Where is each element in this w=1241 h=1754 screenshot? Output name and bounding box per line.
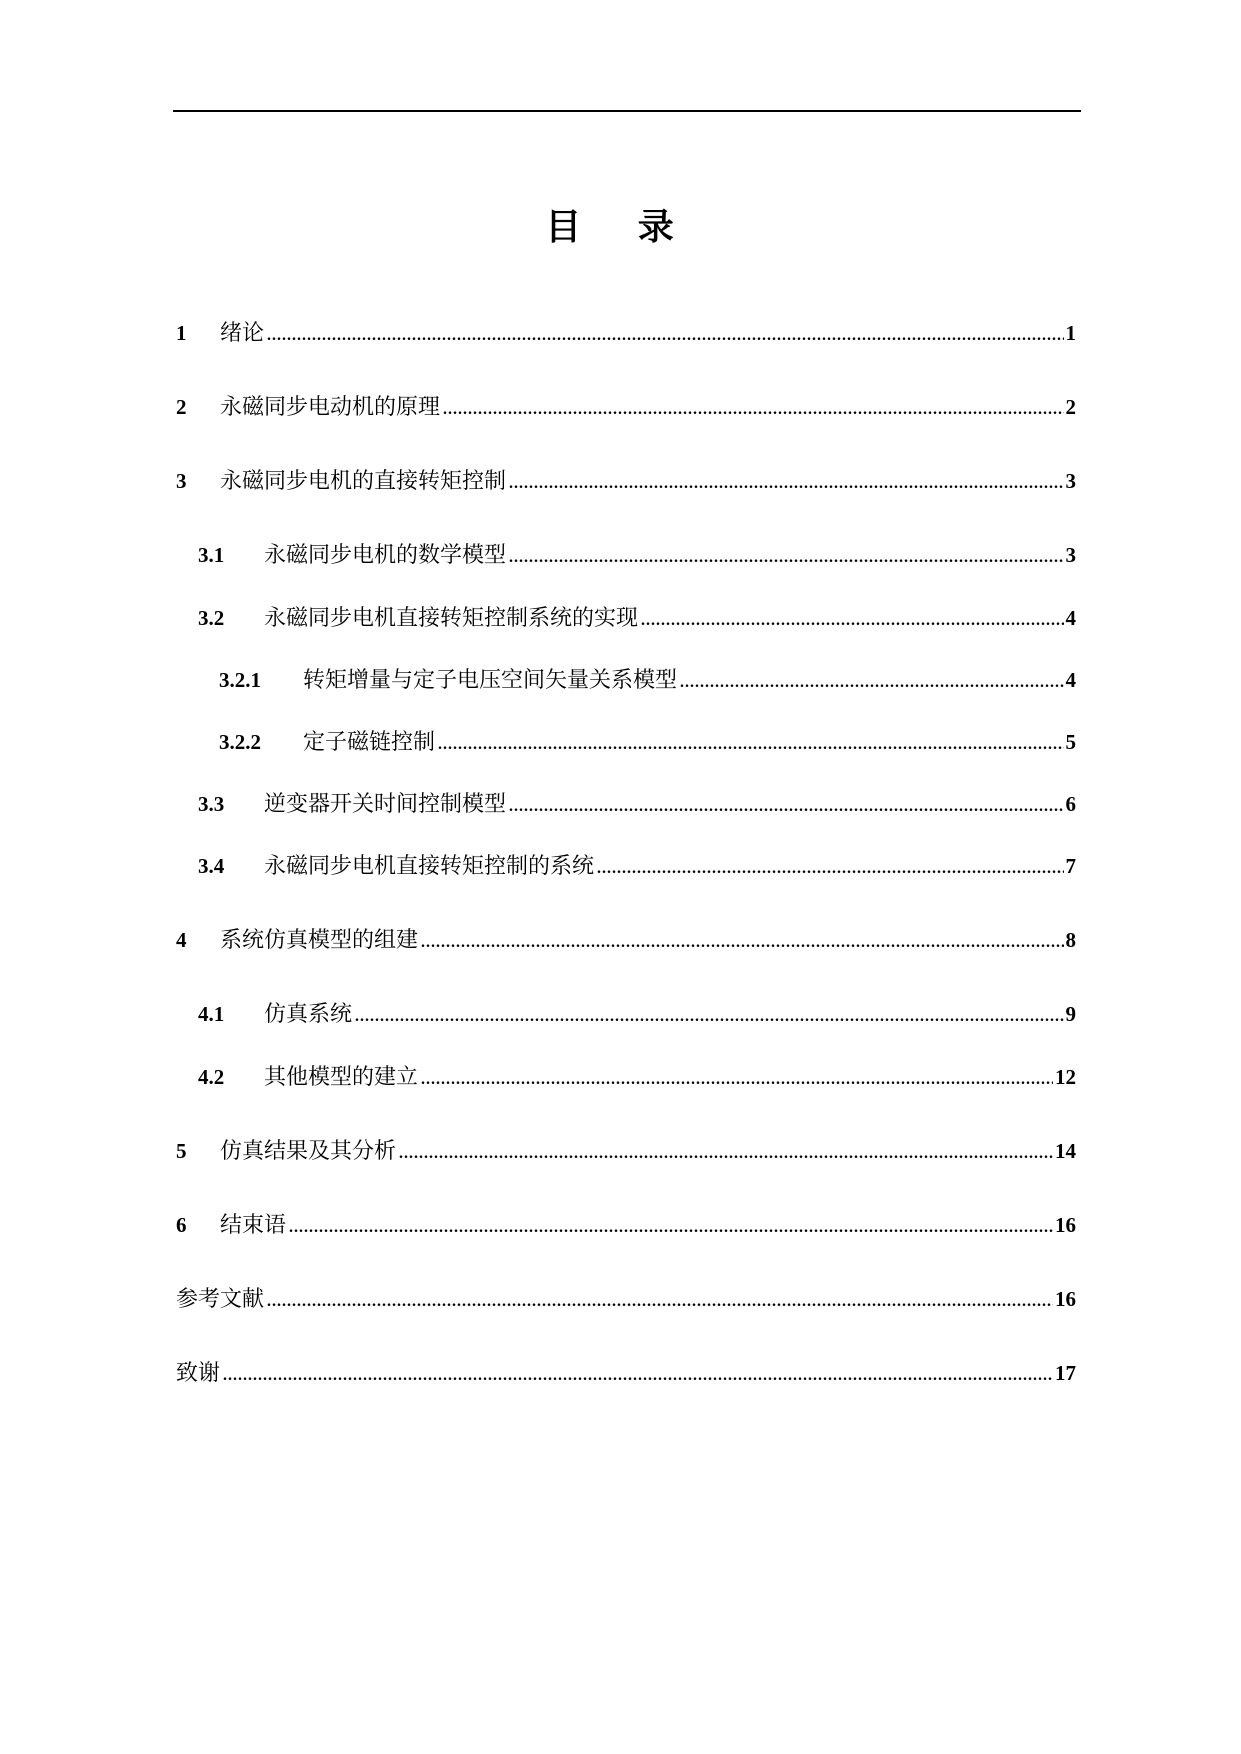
toc-dot-leader (289, 1213, 1053, 1243)
toc-entry-page: 2 (1065, 395, 1076, 419)
toc-dot-leader (421, 928, 1063, 958)
toc-entry-title: 逆变器开关时间控制模型 (264, 792, 507, 817)
toc-entry-page: 3 (1065, 543, 1076, 567)
toc-entry-title: 其他模型的建立 (264, 1065, 419, 1090)
toc-entry-1[interactable] (176, 318, 1076, 348)
toc-entry-number: 3.2.1 (219, 668, 261, 692)
toc-entry-title: 系统仿真模型的组建 (220, 928, 419, 953)
toc-dot-leader (509, 792, 1063, 822)
toc-entry-title: 永磁同步电动机的原理 (220, 395, 441, 420)
toc-entry-page: 17 (1055, 1361, 1076, 1385)
toc-entry-title: 结束语 (220, 1213, 287, 1238)
toc-entry-title: 转矩增量与定子电压空间矢量关系模型 (303, 668, 678, 693)
toc-entry-title: 仿真系统 (264, 1002, 353, 1027)
toc-entry-references[interactable] (176, 1284, 1076, 1314)
toc-entry-number: 3 (176, 469, 187, 493)
toc-entry-3-2-1[interactable] (219, 665, 1076, 695)
toc-dot-leader (399, 1139, 1053, 1169)
toc-entry-3-3[interactable] (198, 789, 1076, 819)
toc-entry-number: 3.1 (198, 543, 225, 567)
toc-entry-3-2-2[interactable] (219, 727, 1076, 757)
toc-entry-number: 4.2 (198, 1065, 225, 1089)
toc-entry-number: 5 (176, 1139, 187, 1163)
toc-entry-4-1[interactable] (198, 999, 1076, 1029)
toc-entry-page: 9 (1065, 1002, 1076, 1026)
toc-entry-title: 永磁同步电机的数学模型 (264, 543, 507, 568)
toc-entry-page: 7 (1065, 854, 1076, 878)
toc-dot-leader (223, 1361, 1053, 1391)
toc-entry-page: 4 (1065, 668, 1076, 692)
toc-dot-leader (267, 1287, 1053, 1317)
toc-entry-number: 4 (176, 928, 187, 952)
toc-entry-page: 3 (1065, 469, 1076, 493)
toc-entry-title: 致谢 (176, 1361, 221, 1386)
toc-dot-leader (641, 606, 1063, 636)
toc-entry-5[interactable] (176, 1136, 1076, 1166)
toc-entry-title: 仿真结果及其分析 (220, 1139, 397, 1164)
toc-entry-title: 绪论 (220, 321, 265, 346)
toc-entry-number: 6 (176, 1213, 187, 1237)
toc-entry-page: 6 (1065, 792, 1076, 816)
toc-entry-number: 2 (176, 395, 187, 419)
toc-entry-3-4[interactable] (198, 851, 1076, 881)
toc-entry-3[interactable] (176, 466, 1076, 496)
toc-entry-acknowledgements[interactable] (176, 1358, 1076, 1388)
toc-dot-leader (597, 854, 1063, 884)
toc-entry-number: 3.2.2 (219, 730, 261, 754)
toc-entry-page: 5 (1065, 730, 1076, 754)
toc-entry-number: 3.2 (198, 606, 225, 630)
toc-dot-leader (267, 321, 1063, 351)
toc-entry-page: 14 (1055, 1139, 1076, 1163)
toc-dot-leader (355, 1002, 1063, 1032)
toc-entry-page: 1 (1065, 321, 1076, 345)
toc-entry-page: 16 (1055, 1213, 1076, 1237)
toc-dot-leader (443, 395, 1063, 425)
toc-entry-number: 3.3 (198, 792, 225, 816)
toc-dot-leader (509, 543, 1063, 573)
toc-entry-number: 1 (176, 321, 187, 345)
toc-dot-leader (438, 730, 1063, 760)
toc-entry-number: 4.1 (198, 1002, 225, 1026)
toc-entry-4[interactable] (176, 925, 1076, 955)
toc-entry-title: 永磁同步电机的直接转矩控制 (220, 469, 507, 494)
toc-entry-page: 4 (1065, 606, 1076, 630)
toc-entry-6[interactable] (176, 1210, 1076, 1240)
toc-entry-4-2[interactable] (198, 1062, 1076, 1092)
toc-entry-number: 3.4 (198, 854, 225, 878)
toc-entry-title: 永磁同步电机直接转矩控制的系统 (264, 854, 595, 879)
toc-entry-title: 参考文献 (176, 1287, 265, 1312)
toc-entry-title: 永磁同步电机直接转矩控制系统的实现 (264, 606, 639, 631)
page-title: 目 录 (545, 207, 696, 248)
toc-dot-leader (680, 668, 1063, 698)
toc-dot-leader (421, 1065, 1053, 1095)
toc-entry-2[interactable] (176, 392, 1076, 422)
toc-dot-leader (509, 469, 1063, 499)
toc-entry-page: 16 (1055, 1287, 1076, 1311)
toc-entry-3-1[interactable] (198, 540, 1076, 570)
toc-entry-title: 定子磁链控制 (303, 730, 436, 755)
toc-entry-page: 8 (1065, 928, 1076, 952)
toc-entry-3-2[interactable] (198, 603, 1076, 633)
toc-entry-page: 12 (1055, 1065, 1076, 1089)
